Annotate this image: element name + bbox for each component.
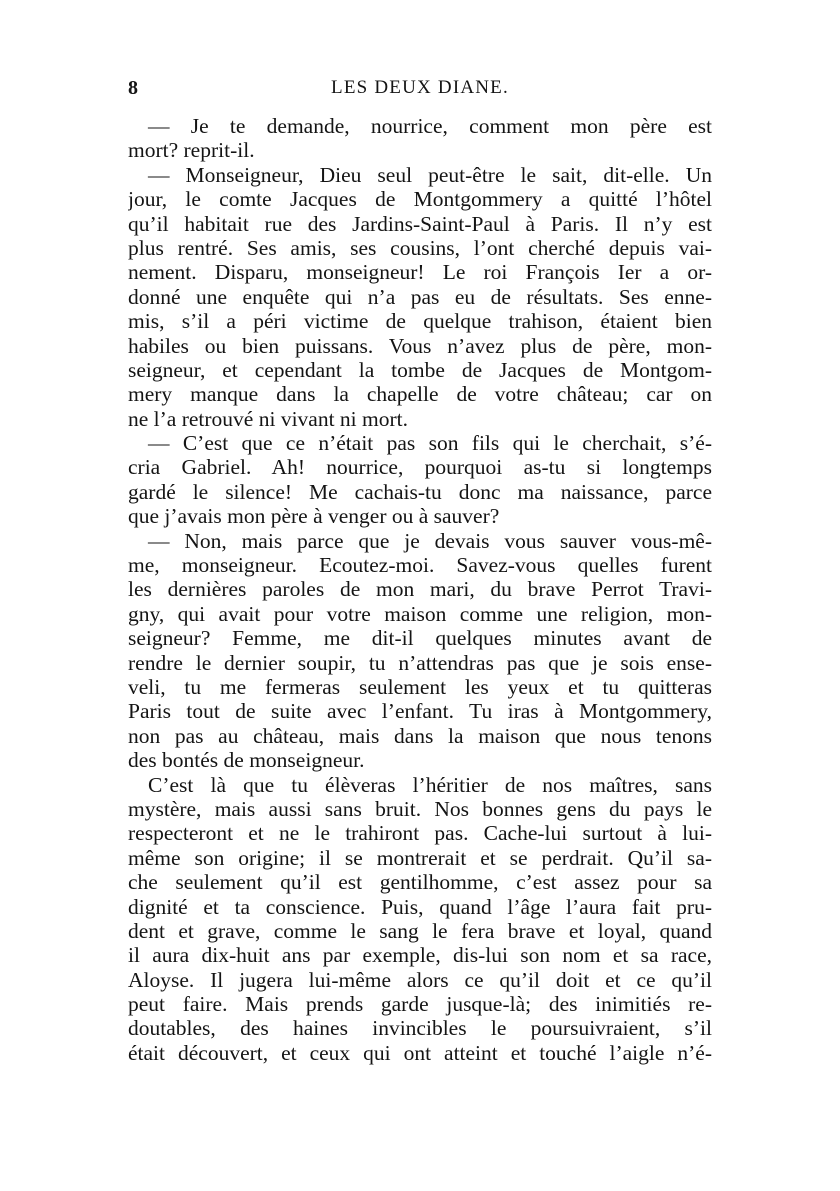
text-line: me, monseigneur. Ecoutez-moi. Savez-vous quelles furent <box>128 553 712 578</box>
page-header <box>128 74 712 102</box>
text-line: mystère, mais aussi sans bruit. Nos bonnes gens du pays le <box>128 796 712 821</box>
text-line: jour, le comte Jacques de Montgommery a quitté l’hôtel <box>128 187 712 212</box>
text-line: che seulement qu’il est gentilhomme, c’est assez pour sa <box>128 870 712 895</box>
text-line: gardé le silence! Me cachais-tu donc ma naissance, parce <box>128 479 712 504</box>
text-line: ne l’a retrouvé ni vivant ni mort. <box>128 406 409 431</box>
text-line: — Monseigneur, Dieu seul peut-être le sait, dit-elle. Un <box>148 162 712 187</box>
text-line: — Je te demande, nourrice, comment mon père est <box>148 114 712 138</box>
text-line: Paris tout de suite avec l’enfant. Tu iras à Montgommery, <box>128 699 712 724</box>
text-line: — Non, mais parce que je devais vous sauver vous-mê- <box>148 528 712 553</box>
text-line: qu’il habitait rue des Jardins-Saint-Paul à Paris. Il n’y est <box>128 211 712 236</box>
text-line: C’est là que tu élèveras l’héritier de nos maîtres, sans <box>148 772 712 797</box>
body-text <box>128 114 712 1065</box>
text-line: plus rentré. Ses amis, ses cousins, l’ont cherché depuis vai- <box>128 235 712 260</box>
page-number: 8 <box>128 77 138 99</box>
text-line: rendre le dernier soupir, tu n’attendras pas que je sois ense- <box>128 650 712 675</box>
text-line: habiles ou bien puissans. Vous n’avez plus de père, mon- <box>128 333 712 358</box>
text-line: donné une enquête qui n’a pas eu de résultats. Ses enne- <box>128 284 712 309</box>
text-line: était découvert, et ceux qui ont atteint et touché l’aigle n’é- <box>128 1040 712 1065</box>
text-line: doutables, des haines invincibles le poursuivraient, s’il <box>128 1016 712 1041</box>
text-line: gny, qui avait pour votre maison comme une religion, mon- <box>128 601 712 626</box>
text-line: il aura dix-huit ans par exemple, dis-lui son nom et sa race, <box>128 943 712 968</box>
text-line: Aloyse. Il jugera lui-même alors ce qu’il doit et ce qu’il <box>128 967 712 992</box>
text-line: même son origine; il se montrerait et se perdrait. Qu’il sa- <box>128 845 712 870</box>
text-line: seigneur, et cependant la tombe de Jacques de Montgom- <box>128 357 712 382</box>
text-line: non pas au château, mais dans la maison que nous tenons <box>128 723 712 748</box>
text-line: mort? reprit-il. <box>128 138 255 163</box>
text-line: peut faire. Mais prends garde jusque-là; des inimitiés re- <box>128 992 712 1017</box>
text-line: mery manque dans la chapelle de votre château; car on <box>128 382 712 407</box>
text-line: respecteront et ne le trahiront pas. Cache-lui surtout à lui- <box>128 821 712 846</box>
text-line: des bontés de monseigneur. <box>128 748 365 773</box>
text-line: les dernières paroles de mon mari, du brave Perrot Travi- <box>128 577 712 602</box>
text-line: seigneur? Femme, me dit-il quelques minutes avant de <box>128 626 712 651</box>
text-line: — C’est que ce n’était pas son fils qui le cherchait, s’é- <box>148 431 712 456</box>
text-line: que j’avais mon père à venger ou à sauver? <box>128 504 500 529</box>
text-line: nement. Disparu, monseigneur! Le roi François Ier a or- <box>128 260 712 285</box>
text-line: dent et grave, comme le sang le fera brave et loyal, quand <box>128 918 712 943</box>
running-title: LES DEUX DIANE. <box>331 77 509 98</box>
text-line: veli, tu me fermeras seulement les yeux et tu quitteras <box>128 674 712 699</box>
text-line: cria Gabriel. Ah! nourrice, pourquoi as-tu si longtemps <box>128 455 712 480</box>
text-line: dignité et ta conscience. Puis, quand l’âge l’aura fait pru- <box>128 894 712 919</box>
text-line: mis, s’il a péri victime de quelque trahison, étaient bien <box>128 309 712 334</box>
